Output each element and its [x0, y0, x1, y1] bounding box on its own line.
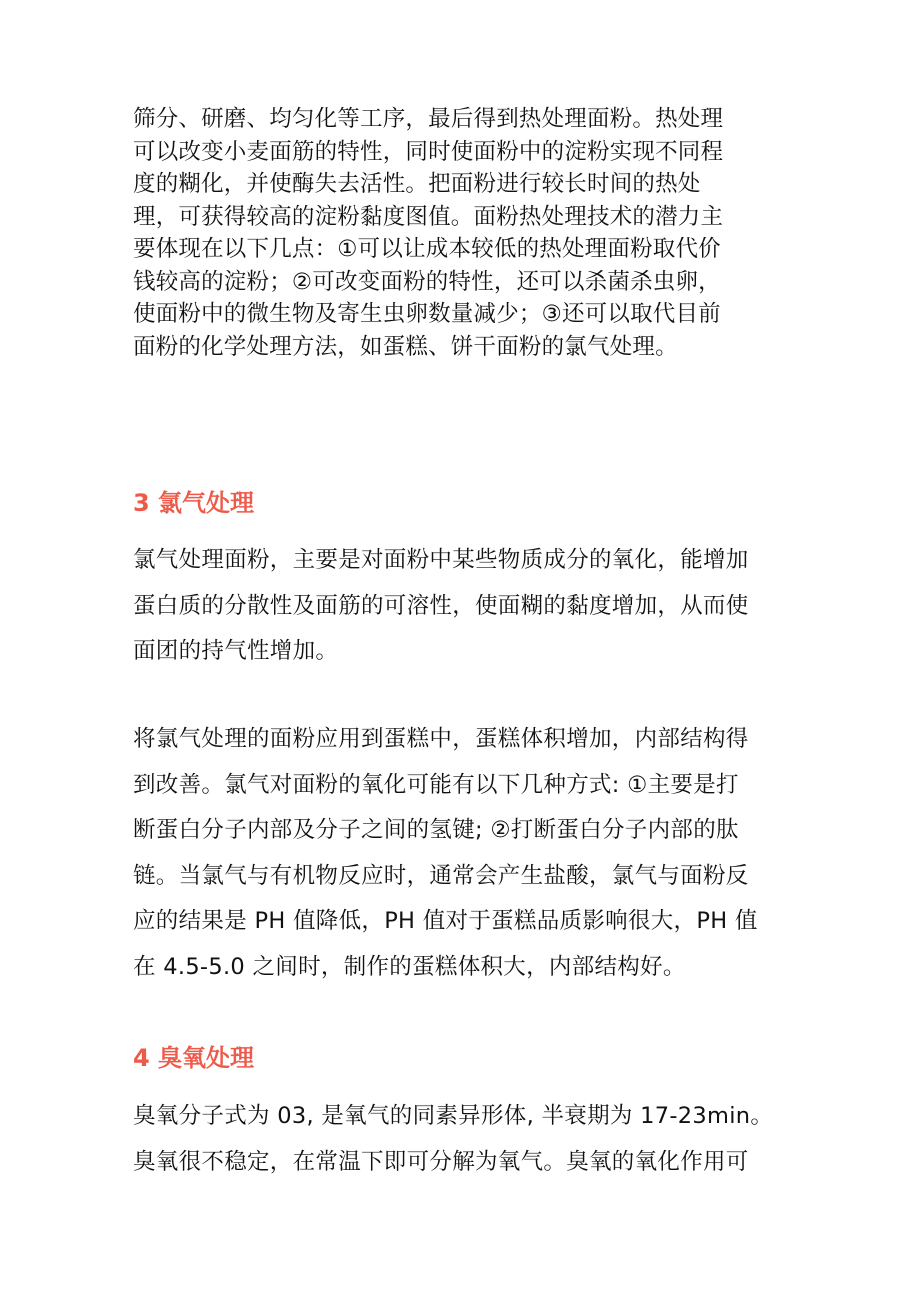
section-4-paragraph-1: 臭氧分子式为 03, 是氧气的同素异形体, 半衰期为 17-23min。 臭氧很不稳定，在常温下即可分解为氧气。臭氧的氧化作用可: [133, 1103, 774, 1175]
section-3-paragraph-1: 氯气处理面粉，主要是对面粉中某些物质成分的氧化，能增加 蛋白质的分散性及面筋的可溶性，使面糊的黏度增加，从而使 面团的持气性增加。: [133, 547, 749, 664]
intro-paragraph: 筛分、研磨、均匀化等工序，最后得到热处理面粉。热处理 可以改变小麦面筋的特性，同时使面粉中的淀粉实现不同程 度的糊化，并使酶失去活性。把面粉进行较长时间的热处 理，可获得较高的淀粉黏度图值。面粉热处理技术的潜力主 要体现在以下几点：①可以让成本较低的热处理面粉取代价 钱较高的淀粉；②可改变面粉的特性，还可以杀菌杀虫卵， 使面粉中的微生物及寄生虫卵数量减少；③还可以取代目前 面粉的化学处理方法，如蛋糕、饼干面粉的氯气处理。: [133, 106, 724, 360]
section-3-paragraph-2: 将氯气处理的面粉应用到蛋糕中，蛋糕体积增加，内部结构得 到改善。氯气对面粉的氧化可能有以下几种方式: ①主要是打 断蛋白分子内部及分子之间的氢键; ②打断蛋白分子内部的肽 链。当氯气与有机物反应时，通常会产生盐酸，氯气与面粉反 应的结果是 PH 值降低，PH 值对于蛋糕品质影响很大，PH 值 在 4.5-5.0 之间时，制作的蛋糕体积大，内部结构好。: [133, 726, 758, 980]
section-3-heading: 3 氯气处理: [133, 489, 255, 517]
section-4-heading: 4 臭氧处理: [133, 1044, 255, 1072]
